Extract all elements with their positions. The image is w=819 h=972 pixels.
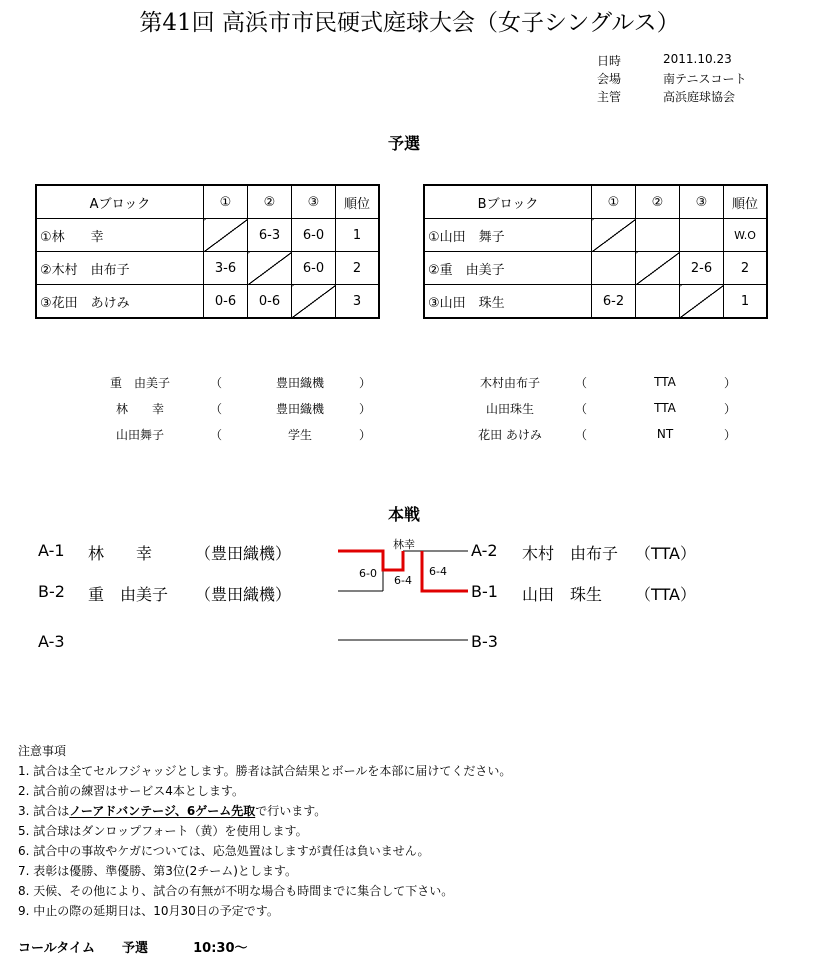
score-cell: 6-2 (592, 285, 636, 319)
notes-heading: 注意事項 (18, 744, 67, 758)
call-time-session: 予選 (122, 941, 149, 956)
finalist-a2-name: 木村 由布子 (522, 544, 619, 563)
paren-open: （ (210, 401, 223, 416)
note-item-3-emphasis: ノーアドバンテージ、6ゲーム先取 (69, 804, 256, 818)
player-club: 豊田織機 (275, 401, 324, 416)
call-time (18, 937, 248, 956)
score-cell: 3-6 (204, 252, 248, 285)
note-item: 6. 試合中の事故やケガについては、応急処置はしますが責任は負いません。 (18, 844, 430, 858)
finalist-b1-club: （TTA） (635, 585, 696, 604)
paren-close: ） (358, 375, 371, 390)
player-name: ③山田 珠生 (424, 285, 592, 319)
block-a-col-1: ① (204, 185, 248, 219)
player-name: ①林 幸 (36, 219, 204, 252)
note-item: 7. 表彰は優勝、準優勝、第3位(2チーム)とします。 (18, 864, 297, 878)
note-item-3-prefix: 3. 試合は (18, 804, 70, 818)
info-value-date: 2011.10.23 (663, 52, 732, 66)
player-name: 重 由美子 (109, 375, 170, 390)
paren-close: ） (723, 427, 736, 442)
block-b-col-3: ③ (680, 185, 724, 219)
paren-close: ） (358, 427, 371, 442)
player-name: 山田舞子 (115, 427, 164, 442)
player-name: 林 幸 (115, 401, 164, 416)
block-b-col-rank: 順位 (724, 185, 768, 219)
note-item-3-suffix: で行います。 (255, 804, 327, 818)
seed-a3: A-3 (38, 632, 65, 651)
finalist-a2-club: （TTA） (635, 544, 696, 563)
score-cell: 0-6 (248, 285, 292, 319)
finalist-a1-club: （豊田織機） (195, 544, 292, 563)
player-name: ②重 由美子 (424, 252, 592, 285)
score-final: 6-4 (394, 574, 412, 587)
paren-close: ） (723, 401, 736, 416)
page-title: 第41回 高浜市市民硬式庭球大会（女子シングルス） (139, 10, 680, 36)
block-b-col-1: ① (592, 185, 636, 219)
prelim-heading: 予選 (387, 134, 420, 153)
call-time-label: コールタイム (18, 941, 95, 956)
champion-label: 林幸 (393, 538, 415, 551)
seed-b3: B-3 (471, 632, 498, 651)
score-cell: 0-6 (204, 285, 248, 319)
notes-section (18, 741, 511, 921)
call-time-value: 10:30〜 (193, 941, 248, 956)
score-cell: 6-3 (248, 219, 292, 252)
player-name: ①山田 舞子 (424, 219, 592, 252)
score-cell: 2-6 (680, 252, 724, 285)
rank-cell: 2 (336, 252, 380, 285)
paren-open: （ (210, 427, 223, 442)
info-label-host: 主管 (597, 90, 622, 104)
score-right: 6-4 (429, 565, 447, 578)
block-a-col-2: ② (248, 185, 292, 219)
finalist-b2-name: 重 由美子 (88, 585, 169, 604)
main-heading: 本戦 (387, 505, 420, 524)
player-club: NT (656, 427, 674, 441)
paren-open: （ (210, 375, 223, 390)
block-b-col-2: ② (636, 185, 680, 219)
paren-close: ） (358, 401, 371, 416)
player-club: 学生 (287, 427, 312, 442)
player-name: 山田珠生 (485, 401, 534, 416)
seed-b1: B-1 (471, 582, 498, 601)
rank-cell: 1 (724, 285, 768, 319)
rank-cell: 1 (336, 219, 380, 252)
paren-close: ） (723, 375, 736, 390)
note-item: 2. 試合前の練習はサービス4本とします。 (18, 784, 244, 798)
player-club: 豊田織機 (275, 375, 324, 390)
score-cell: 6-0 (292, 219, 336, 252)
block-a-col-rank: 順位 (336, 185, 380, 219)
finalist-b2-club: （豊田織機） (195, 585, 292, 604)
info-label-venue: 会場 (597, 72, 622, 86)
block-b-header: Bブロック (424, 185, 592, 219)
player-name: 花田 あけみ (478, 427, 542, 442)
player-club: TTA (654, 375, 676, 389)
rank-cell: W.O (724, 219, 768, 252)
seed-b2: B-2 (38, 582, 65, 601)
paren-open: （ (575, 427, 588, 442)
rank-cell: 2 (724, 252, 768, 285)
note-item: 1. 試合は全てセルフジャッジとします。勝者は試合結果とボールを本部に届けてください。 (18, 764, 512, 778)
player-name: ②木村 由布子 (36, 252, 204, 285)
seed-a2: A-2 (471, 541, 498, 560)
score-cell: 6-0 (292, 252, 336, 285)
player-name: ③花田 あけみ (36, 285, 204, 319)
seed-a1: A-1 (38, 541, 65, 560)
rank-cell: 3 (336, 285, 380, 319)
note-item: 5. 試合球はダンロップフォート（黄）を使用します。 (18, 824, 308, 838)
finalist-b1-name: 山田 珠生 (522, 585, 603, 604)
info-label-date: 日時 (597, 54, 622, 68)
info-value-venue: 南テニスコート (663, 72, 747, 86)
block-a-header: Aブロック (36, 185, 204, 219)
info-value-host: 高浜庭球協会 (663, 90, 736, 104)
note-item: 8. 天候、その他により、試合の有無が不明な場合も時間までに集合して下さい。 (18, 884, 454, 898)
note-item (18, 801, 511, 821)
finalist-a1-name: 林 幸 (88, 544, 153, 563)
block-a-col-3: ③ (292, 185, 336, 219)
paren-open: （ (575, 375, 588, 390)
player-name: 木村由布子 (479, 375, 540, 390)
paren-open: （ (575, 401, 588, 416)
note-item: 9. 中止の際の延期日は、10月30日の予定です。 (18, 904, 279, 918)
score-left: 6-0 (359, 567, 377, 580)
player-club: TTA (654, 401, 676, 415)
